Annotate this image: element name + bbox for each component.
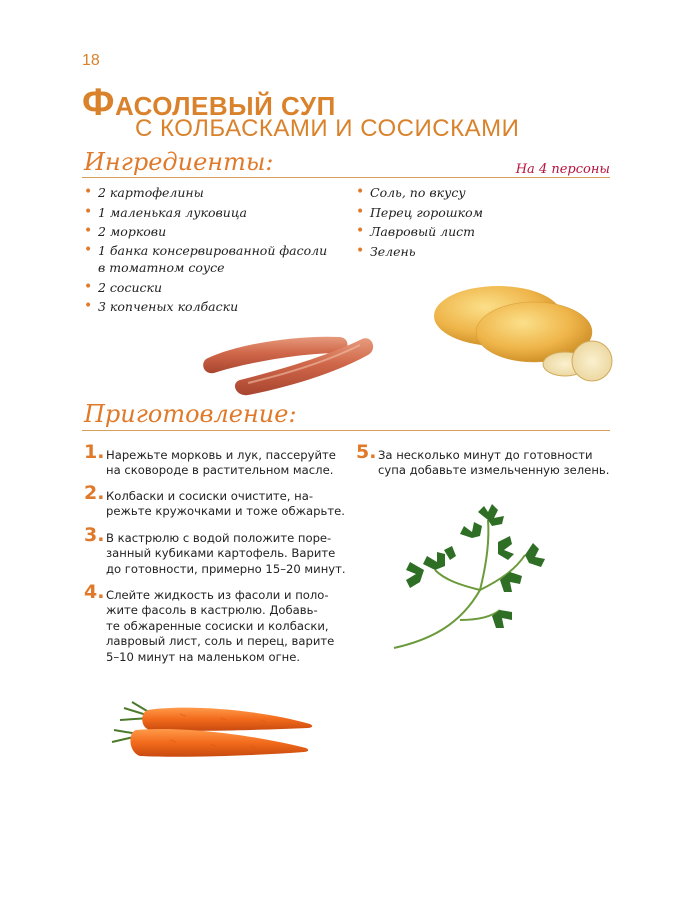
list-item-line-2: в томатном соусе (98, 259, 225, 275)
ingredients-heading: Ингредиенты: (84, 148, 274, 176)
parsley-image (390, 500, 550, 655)
step-line: Слейте жидкость из фасоли и поло- (106, 588, 329, 602)
step-number: 4. (84, 581, 105, 603)
step-line: лавровый лист, соль и перец, варите (106, 634, 335, 649)
ingredients-list-right (356, 183, 596, 261)
list-item: • Лавровый лист (356, 222, 596, 242)
step-line: те обжаренные сосиски и колбаски, (106, 618, 329, 633)
list-item: • Перец горошком (356, 203, 596, 223)
ingredients-list-left (84, 183, 354, 317)
list-item (84, 242, 354, 276)
title-rest: АСОЛЕВЫЙ СУП (114, 91, 336, 121)
list-item: • 1 маленькая луковица (84, 203, 354, 223)
list-item: • 3 копченых колбаски (84, 297, 354, 317)
step-line: режьте кружочками и тоже обжарьте. (106, 504, 345, 519)
list-item: • Зелень (356, 242, 596, 262)
ingredients-rule (82, 177, 610, 178)
title-initial: Ф (82, 82, 115, 124)
step-line: супа добавьте измельченную зелень. (378, 463, 610, 478)
recipe-subtitle: С КОЛБАСКАМИ И СОСИСКАМИ (135, 115, 520, 142)
list-item: • Соль, по вкусу (356, 183, 596, 203)
step-line: В кастрюлю с водой положите поре- (106, 531, 332, 545)
carrots-image (110, 700, 320, 770)
step-line: Колбаски и сосиски очистите, на- (106, 489, 314, 503)
step-text (106, 489, 345, 520)
step-line: занный кубиками картофель. Варите (106, 546, 336, 561)
list-item: • 2 моркови (84, 222, 354, 242)
step-number: 2. (84, 482, 105, 504)
list-item: • 2 картофелины (84, 183, 354, 203)
potatoes-image (432, 282, 622, 387)
step-number: 1. (84, 441, 105, 463)
list-item-line: 1 банка консервированной фасоли (98, 242, 328, 258)
preparation-rule (82, 430, 610, 431)
list-item: • 2 сосиски (84, 278, 354, 298)
page-number: 18 (82, 52, 100, 69)
preparation-heading: Приготовление: (84, 400, 297, 428)
step-line: на сковороде в растительном масле. (106, 463, 334, 478)
step-number: 3. (84, 524, 105, 546)
step-line: Нарежьте морковь и лук, пассеруйте (106, 448, 336, 462)
step-number: 5. (356, 441, 377, 463)
step-text (378, 448, 609, 479)
step-text (106, 588, 334, 665)
step-text (106, 531, 346, 577)
step-line: до готовности, примерно 15–20 минут. (106, 561, 346, 576)
step-text (106, 448, 336, 479)
step-line: За несколько минут до готовности (378, 448, 593, 462)
servings-label: На 4 персоны (515, 162, 610, 177)
step-line: жите фасоль в кастрюлю. Добавь- (106, 603, 318, 618)
step-line: 5–10 минут на маленьком огне. (106, 649, 301, 664)
sausages-image (200, 325, 380, 400)
